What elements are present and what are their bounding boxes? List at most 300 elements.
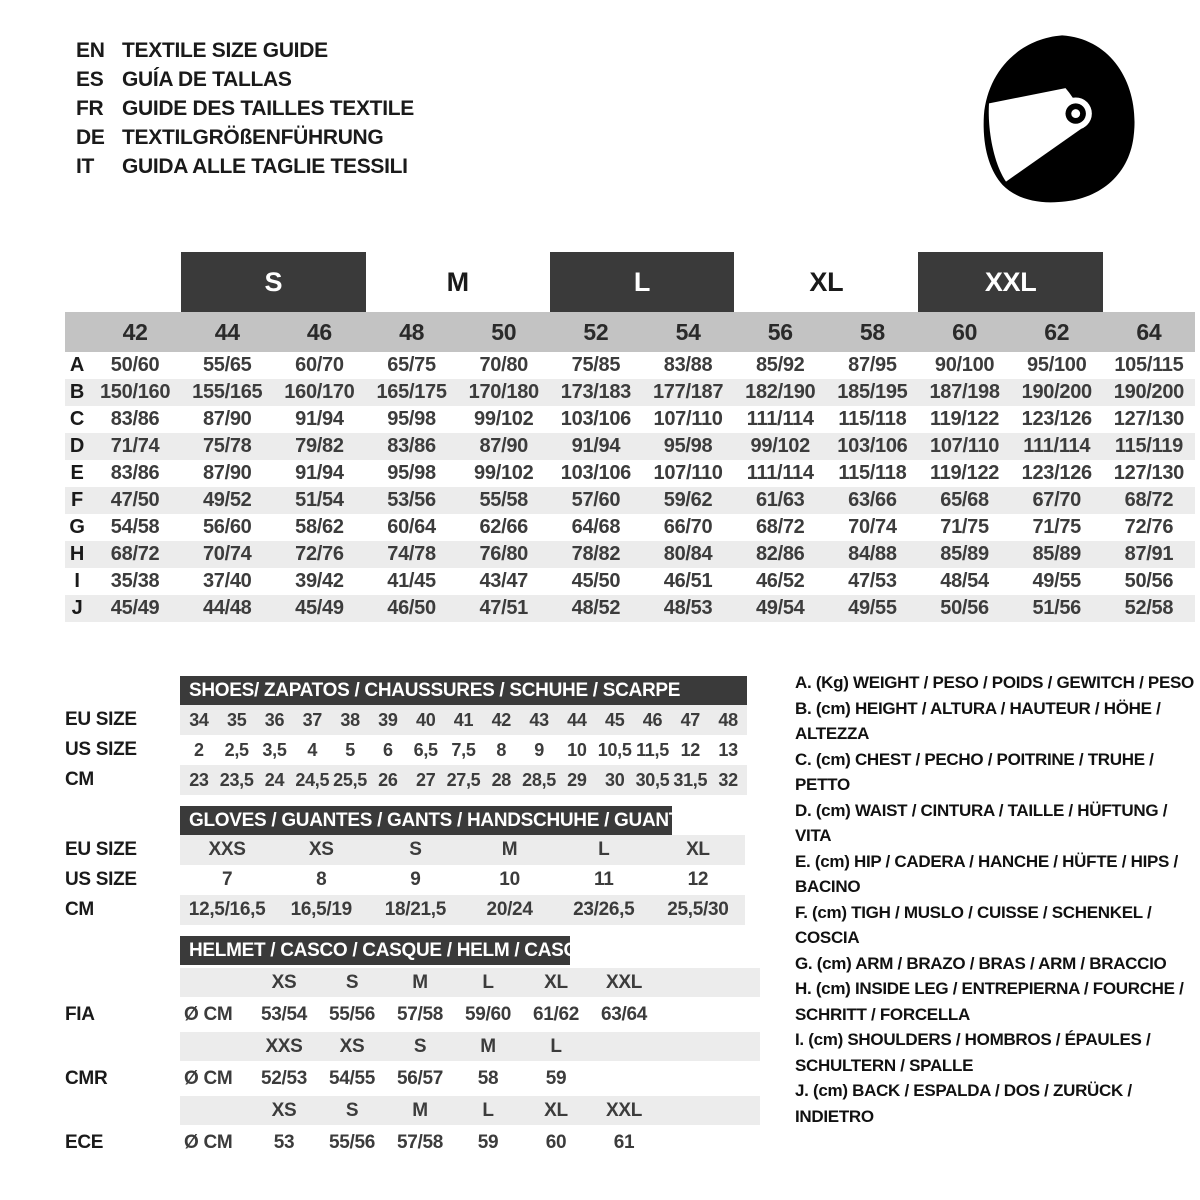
value-cell: 55/56 [328,1131,376,1153]
value-cell: 31,5 [673,769,708,790]
row-label: EU SIZE [65,709,137,730]
numeric-size: 44 [214,318,240,345]
size-value-cell: 65/75 [387,354,436,376]
size-value-cell: 65/68 [940,489,989,511]
size-value-cell: 70/74 [848,516,897,538]
standard-label: ECE [65,1131,104,1153]
unit-cell: Ø CM [184,1131,233,1153]
row-values [180,1064,760,1093]
value-cell: 24 [264,769,285,790]
size-value-cell: 49/55 [848,597,897,619]
size-value-cell: 111/114 [746,408,814,430]
shoes-size-table [65,676,747,795]
size-value-cell: 66/70 [663,516,713,538]
language-code: EN [76,38,105,62]
row-values [180,835,745,865]
size-value-cell: 79/82 [295,435,344,457]
numeric-size: 48 [399,318,425,345]
value-cell: 27 [415,769,436,790]
size-row [65,865,745,895]
value-cell: 18/21,5 [384,899,447,920]
measurement-row [65,568,1195,595]
standard-label: CMR [65,1067,108,1089]
size-row [65,705,747,735]
size-value-cell: 39/42 [295,570,344,592]
shoes-table-title: SHOES/ ZAPATOS / CHAUSSURES / SCHUHE / SCARPE [180,676,747,705]
value-cell: 23 [189,769,209,790]
size-value-cell: 64/68 [571,516,621,538]
row-values [180,705,747,735]
size-label-cell: L [482,1099,494,1121]
value-cell: 7 [221,869,233,890]
value-cell: L [598,839,610,860]
row-values [180,865,745,895]
row-label: CM [65,899,94,920]
size-band-xl: XL [809,266,844,297]
size-value-cell: 45/50 [571,570,621,592]
size-value-cell: 105/115 [1114,354,1184,376]
size-value-cell: 107/110 [653,462,723,484]
size-value-cell: 99/102 [474,408,534,430]
size-value-cell: 35/38 [110,570,160,592]
size-band-row [65,252,1195,312]
size-value-cell: 111/114 [746,462,814,484]
value-cell: 16,5/19 [290,899,352,920]
legend-item: D. (cm) WAIST / CINTURA / TAILLE / HÜFTUNG / VITA [795,800,1168,845]
value-cell: 38 [340,709,360,730]
language-code: DE [76,125,105,149]
value-cell: 20/24 [486,899,533,920]
size-row [65,765,747,795]
value-cell: 32 [718,769,738,790]
value-cell: 28,5 [522,769,556,790]
size-value-cell: 91/94 [295,408,344,430]
size-label-cell: S [345,1099,359,1121]
size-label-cell: S [413,1035,427,1057]
size-label-cell: XXL [605,971,643,993]
value-cell: 2 [194,739,204,760]
size-value-cell: 103/106 [560,408,631,430]
language-title: GUÍA DE TALLAS [122,67,292,91]
size-value-cell: 37/40 [202,570,252,592]
size-value-cell: 47/50 [110,489,160,511]
measurement-row-label: C [69,408,85,430]
size-value-cell: 75/85 [571,354,621,376]
language-title: GUIDE DES TAILLES TEXTILE [122,96,414,120]
gloves-size-table [65,806,745,925]
size-value-cell: 123/126 [1021,462,1092,484]
size-label-cell: XS [271,1099,297,1121]
size-value-cell: 84/88 [848,543,897,565]
value-cell: 29 [567,769,587,790]
row-label: EU SIZE [65,839,137,860]
helmet-table-title: HELMET / CASCO / CASQUE / HELM / CASCO [180,936,570,965]
standard-label: FIA [65,1003,95,1025]
helmet-icon [972,28,1142,206]
size-value-cell: 115/119 [1114,435,1183,457]
size-value-cell: 160/170 [284,381,355,403]
numeric-size: 42 [122,318,148,345]
value-cell: S [409,839,422,860]
size-label-cell: XS [271,971,297,993]
measurement-row-label: G [69,516,85,538]
measurement-legend [795,670,1195,1129]
value-cell: 9 [534,739,544,760]
value-cell: 28 [491,769,511,790]
value-cell: M [501,839,518,860]
value-cell: XS [308,839,334,860]
size-value-cell: 44/48 [202,597,252,619]
row-values [180,735,747,765]
helmet-size-table [65,936,760,1157]
value-cell: 6,5 [413,739,438,760]
size-label-cell: M [480,1035,496,1057]
size-value-cell: 59/62 [663,489,713,511]
size-value-cell: 190/200 [1021,381,1092,403]
size-value-cell: 43/47 [479,570,529,592]
size-value-cell: 61/63 [755,489,805,511]
value-cell: 23,5 [219,769,254,790]
size-value-cell: 95/100 [1027,354,1087,376]
numeric-size: 64 [1136,318,1162,345]
size-value-cell: 78/82 [571,543,621,565]
value-cell: 7,5 [451,739,476,760]
value-cell: 8 [496,739,507,760]
measurement-row [65,460,1195,487]
size-value-cell: 70/80 [479,354,529,376]
size-value-cell: 127/130 [1113,462,1184,484]
value-cell: 27,5 [446,769,481,790]
size-value-cell: 48/53 [663,597,713,619]
size-value-cell: 87/90 [479,435,529,457]
value-cell: 11 [593,869,614,890]
numeric-size: 56 [767,318,793,345]
unit-cell [180,1096,250,1125]
legend-item: C. (cm) CHEST / PECHO / POITRINE / TRUHE / PETTO [795,749,1154,794]
size-band-l: L [550,252,734,312]
size-value-cell: 107/110 [930,435,1000,457]
size-value-cell: 103/106 [837,435,908,457]
size-value-cell: 99/102 [750,435,810,457]
size-label-cell [590,1032,658,1061]
size-value-cell: 85/89 [1032,543,1082,565]
row-label [65,1096,180,1125]
row-label: CM [65,769,94,790]
value-cell: 5 [345,739,355,760]
size-value-cell: 115/118 [838,408,907,430]
size-value-cell: 107/110 [653,408,723,430]
row-values [180,1000,760,1029]
size-value-cell: 47/53 [848,570,897,592]
value-cell: 55/56 [328,1003,376,1025]
size-value-cell: 103/106 [560,462,631,484]
legend-item: G. (cm) ARM / BRAZO / BRAS / ARM / BRACCIO [795,953,1167,973]
size-value-cell: 52/58 [1124,597,1174,619]
size-value-cell: 63/66 [848,489,897,511]
value-cell: 8 [316,869,327,890]
value-cell: 59 [477,1131,499,1153]
value-cell: 59/60 [464,1003,512,1025]
filler-cell [658,1032,760,1061]
value-cell: 57/58 [396,1003,444,1025]
size-value-cell: 155/165 [192,381,263,403]
measurement-row-label: D [69,435,85,457]
language-code: FR [76,96,104,120]
row-values [180,765,747,795]
size-row [65,835,745,865]
size-value-cell: 119/122 [930,408,1000,430]
size-value-cell: 68/72 [755,516,805,538]
size-value-cell: 83/88 [663,354,713,376]
size-value-cell: 190/200 [1113,381,1184,403]
value-cell: 61 [613,1131,635,1153]
filler-cell [658,1064,760,1093]
size-value-cell: 90/100 [934,354,995,376]
value-cell: 34 [189,709,209,730]
size-value-cell: 177/187 [652,381,724,403]
size-value-cell: 68/72 [110,543,160,565]
value-cell: 26 [378,769,398,790]
size-label-cell: XL [544,971,568,993]
value-cell: 25,5/30 [667,899,729,920]
row-values [180,1096,760,1125]
numeric-size: 52 [583,318,609,345]
size-value-cell: 56/60 [202,516,252,538]
language-row [76,152,414,181]
value-cell: 47 [680,709,700,730]
numeric-size: 50 [491,318,517,345]
size-value-cell: 58/62 [295,516,344,538]
size-value-cell: 62/66 [479,516,529,538]
filler-cell [658,1000,760,1029]
shoes-rows [65,705,747,795]
value-cell: 39 [378,709,398,730]
size-value-cell: 150/160 [99,381,171,403]
size-value-cell: 45/49 [295,597,344,619]
unit-cell: Ø CM [184,1067,233,1089]
measurement-row-label: A [69,354,85,376]
size-value-cell: 50/56 [1124,570,1174,592]
language-row [76,123,414,152]
value-cell: 6 [383,739,393,760]
size-value-cell: 71/74 [110,435,160,457]
size-value-cell: 127/130 [1113,408,1184,430]
size-value-cell: 91/94 [295,462,344,484]
size-band-s: S [181,252,365,312]
size-value-cell: 57/60 [571,489,621,511]
language-code: ES [76,67,104,91]
legend-item: J. (cm) BACK / ESPALDA / DOS / ZURÜCK / INDIETRO [795,1081,1132,1126]
size-value-cell: 54/58 [110,516,160,538]
size-value-cell: 95/98 [663,435,713,457]
row-label: US SIZE [65,869,137,890]
value-cell: XXS [208,839,246,860]
value-cell: 13 [718,739,738,760]
measurement-row [65,514,1195,541]
size-value-cell: 95/98 [387,462,436,484]
value-cell: 36 [264,709,285,730]
size-value-cell: 51/54 [295,489,344,511]
size-value-cell: 45/49 [110,597,160,619]
unit-cell [180,1032,250,1061]
size-value-cell: 51/56 [1032,597,1082,619]
size-value-cell: 87/91 [1124,543,1174,565]
value-cell: 30,5 [635,769,670,790]
row-values [180,1128,760,1157]
measurement-row [65,352,1195,379]
language-row [76,94,414,123]
measurement-row [65,487,1195,514]
legend-item: I. (cm) SHOULDERS / HOMBROS / ÉPAULES / SCHULTERN / SPALLE [795,1030,1151,1075]
size-value-cell: 53/56 [387,489,436,511]
language-row [76,65,414,94]
size-row [65,735,747,765]
value-cell: 59 [545,1067,567,1089]
size-value-cell: 41/45 [387,570,436,592]
helmet-size-header-row [65,1096,760,1125]
value-cell: 2,5 [224,739,249,760]
legend-item: E. (cm) HIP / CADERA / HANCHE / HÜFTE / HIPS / BACINO [795,851,1178,896]
size-value-cell: 70/74 [202,543,252,565]
numeric-size: 54 [675,318,701,345]
size-value-cell: 182/190 [745,381,816,403]
size-value-cell: 75/78 [202,435,252,457]
size-value-cell: 49/54 [755,597,805,619]
numeric-size: 46 [306,318,332,345]
measurement-row-label: B [69,381,85,403]
size-value-cell: 76/80 [479,543,529,565]
size-value-cell: 170/180 [468,381,539,403]
textile-size-table [65,252,1195,622]
value-cell [590,1064,658,1093]
value-cell: 35 [226,709,247,730]
value-cell: 60 [545,1131,567,1153]
size-value-cell: 46/52 [755,570,805,592]
measurement-rows [65,352,1195,622]
value-cell: 10 [567,739,587,760]
size-label-cell: XL [544,1099,568,1121]
size-value-cell: 83/86 [110,408,160,430]
value-cell: 44 [567,709,587,730]
measurement-row-label: F [71,489,83,511]
legend-item: H. (cm) INSIDE LEG / ENTREPIERNA / FOURCHE / SCHRITT / FORCELLA [795,979,1184,1024]
value-cell: 41 [453,709,474,730]
size-value-cell: 67/70 [1032,489,1082,511]
value-cell: 9 [410,869,421,890]
size-value-cell: 80/84 [663,543,713,565]
value-cell: 46 [642,709,663,730]
helmet-rows [65,968,760,1157]
value-cell: 12,5/16,5 [188,899,266,920]
measurement-row-label: H [69,543,85,565]
size-value-cell: 50/56 [940,597,989,619]
size-value-cell: 85/89 [940,543,989,565]
value-cell: 61/62 [532,1003,580,1025]
value-cell: 4 [307,739,318,760]
language-title: TEXTILGRÖßENFÜHRUNG [122,125,384,149]
value-cell: 37 [302,709,322,730]
measurement-row-label: I [74,570,80,592]
size-value-cell: 82/86 [755,543,805,565]
size-label-cell: L [482,971,494,993]
size-value-cell: 47/51 [479,597,529,619]
size-value-cell: 119/122 [930,462,1000,484]
value-cell: 30 [604,769,625,790]
value-cell: 53 [273,1131,295,1153]
size-label-cell: XXL [605,1099,643,1121]
value-cell: 53/54 [260,1003,308,1025]
size-value-cell: 99/102 [474,462,534,484]
row-label: US SIZE [65,739,137,760]
value-cell: 23/26,5 [573,899,635,920]
value-cell: XL [686,839,710,860]
size-value-cell: 185/195 [837,381,908,403]
size-value-cell: 173/183 [560,381,631,403]
size-value-cell: 91/94 [571,435,621,457]
value-cell: 57/58 [396,1131,444,1153]
row-values [180,1032,760,1061]
language-list [76,36,414,181]
size-value-cell: 165/175 [376,381,447,403]
size-value-cell: 111/114 [1023,435,1091,457]
size-value-cell: 48/52 [571,597,621,619]
helmet-value-row [65,1064,760,1093]
measurement-row-label: J [71,597,83,619]
value-cell: 45 [604,709,625,730]
value-cell: 58 [477,1067,499,1089]
language-title: TEXTILE SIZE GUIDE [122,38,328,62]
size-value-cell: 123/126 [1021,408,1092,430]
size-value-cell: 87/90 [202,462,252,484]
size-band-xxl: XXL [918,252,1102,312]
size-value-cell: 49/52 [202,489,252,511]
helmet-size-header-row [65,968,760,997]
size-label-cell: M [412,1099,428,1121]
unit-cell: Ø CM [184,1003,233,1025]
value-cell: 48 [718,709,738,730]
size-value-cell: 60/64 [387,516,436,538]
size-row [65,895,745,925]
size-value-cell: 72/76 [295,543,344,565]
value-cell: 42 [491,709,511,730]
unit-cell [180,968,250,997]
size-value-cell: 115/118 [838,462,907,484]
numeric-size-header-row [65,312,1195,352]
helmet-size-header-row [65,1032,760,1061]
value-cell: 10 [499,869,520,890]
value-cell: 63/64 [600,1003,648,1025]
size-label-cell: XS [339,1035,365,1057]
value-cell: 24,5 [295,769,330,790]
measurement-row [65,595,1195,622]
helmet-value-row [65,1000,760,1029]
size-value-cell: 46/51 [663,570,713,592]
size-band-m: M [446,266,469,297]
numeric-size: 62 [1044,318,1070,345]
size-value-cell: 87/90 [202,408,252,430]
value-cell: 54/55 [328,1067,376,1089]
numeric-size: 58 [859,318,885,345]
legend-item: B. (cm) HEIGHT / ALTURA / HAUTEUR / HÖHE / ALTEZZA [795,698,1161,743]
measurement-row [65,406,1195,433]
row-values [180,968,760,997]
size-value-cell: 71/75 [940,516,989,538]
value-cell: 12 [687,869,709,890]
row-label [65,1032,180,1061]
numeric-size: 60 [952,318,978,345]
value-cell: 40 [415,709,436,730]
value-cell: 25,5 [333,769,367,790]
